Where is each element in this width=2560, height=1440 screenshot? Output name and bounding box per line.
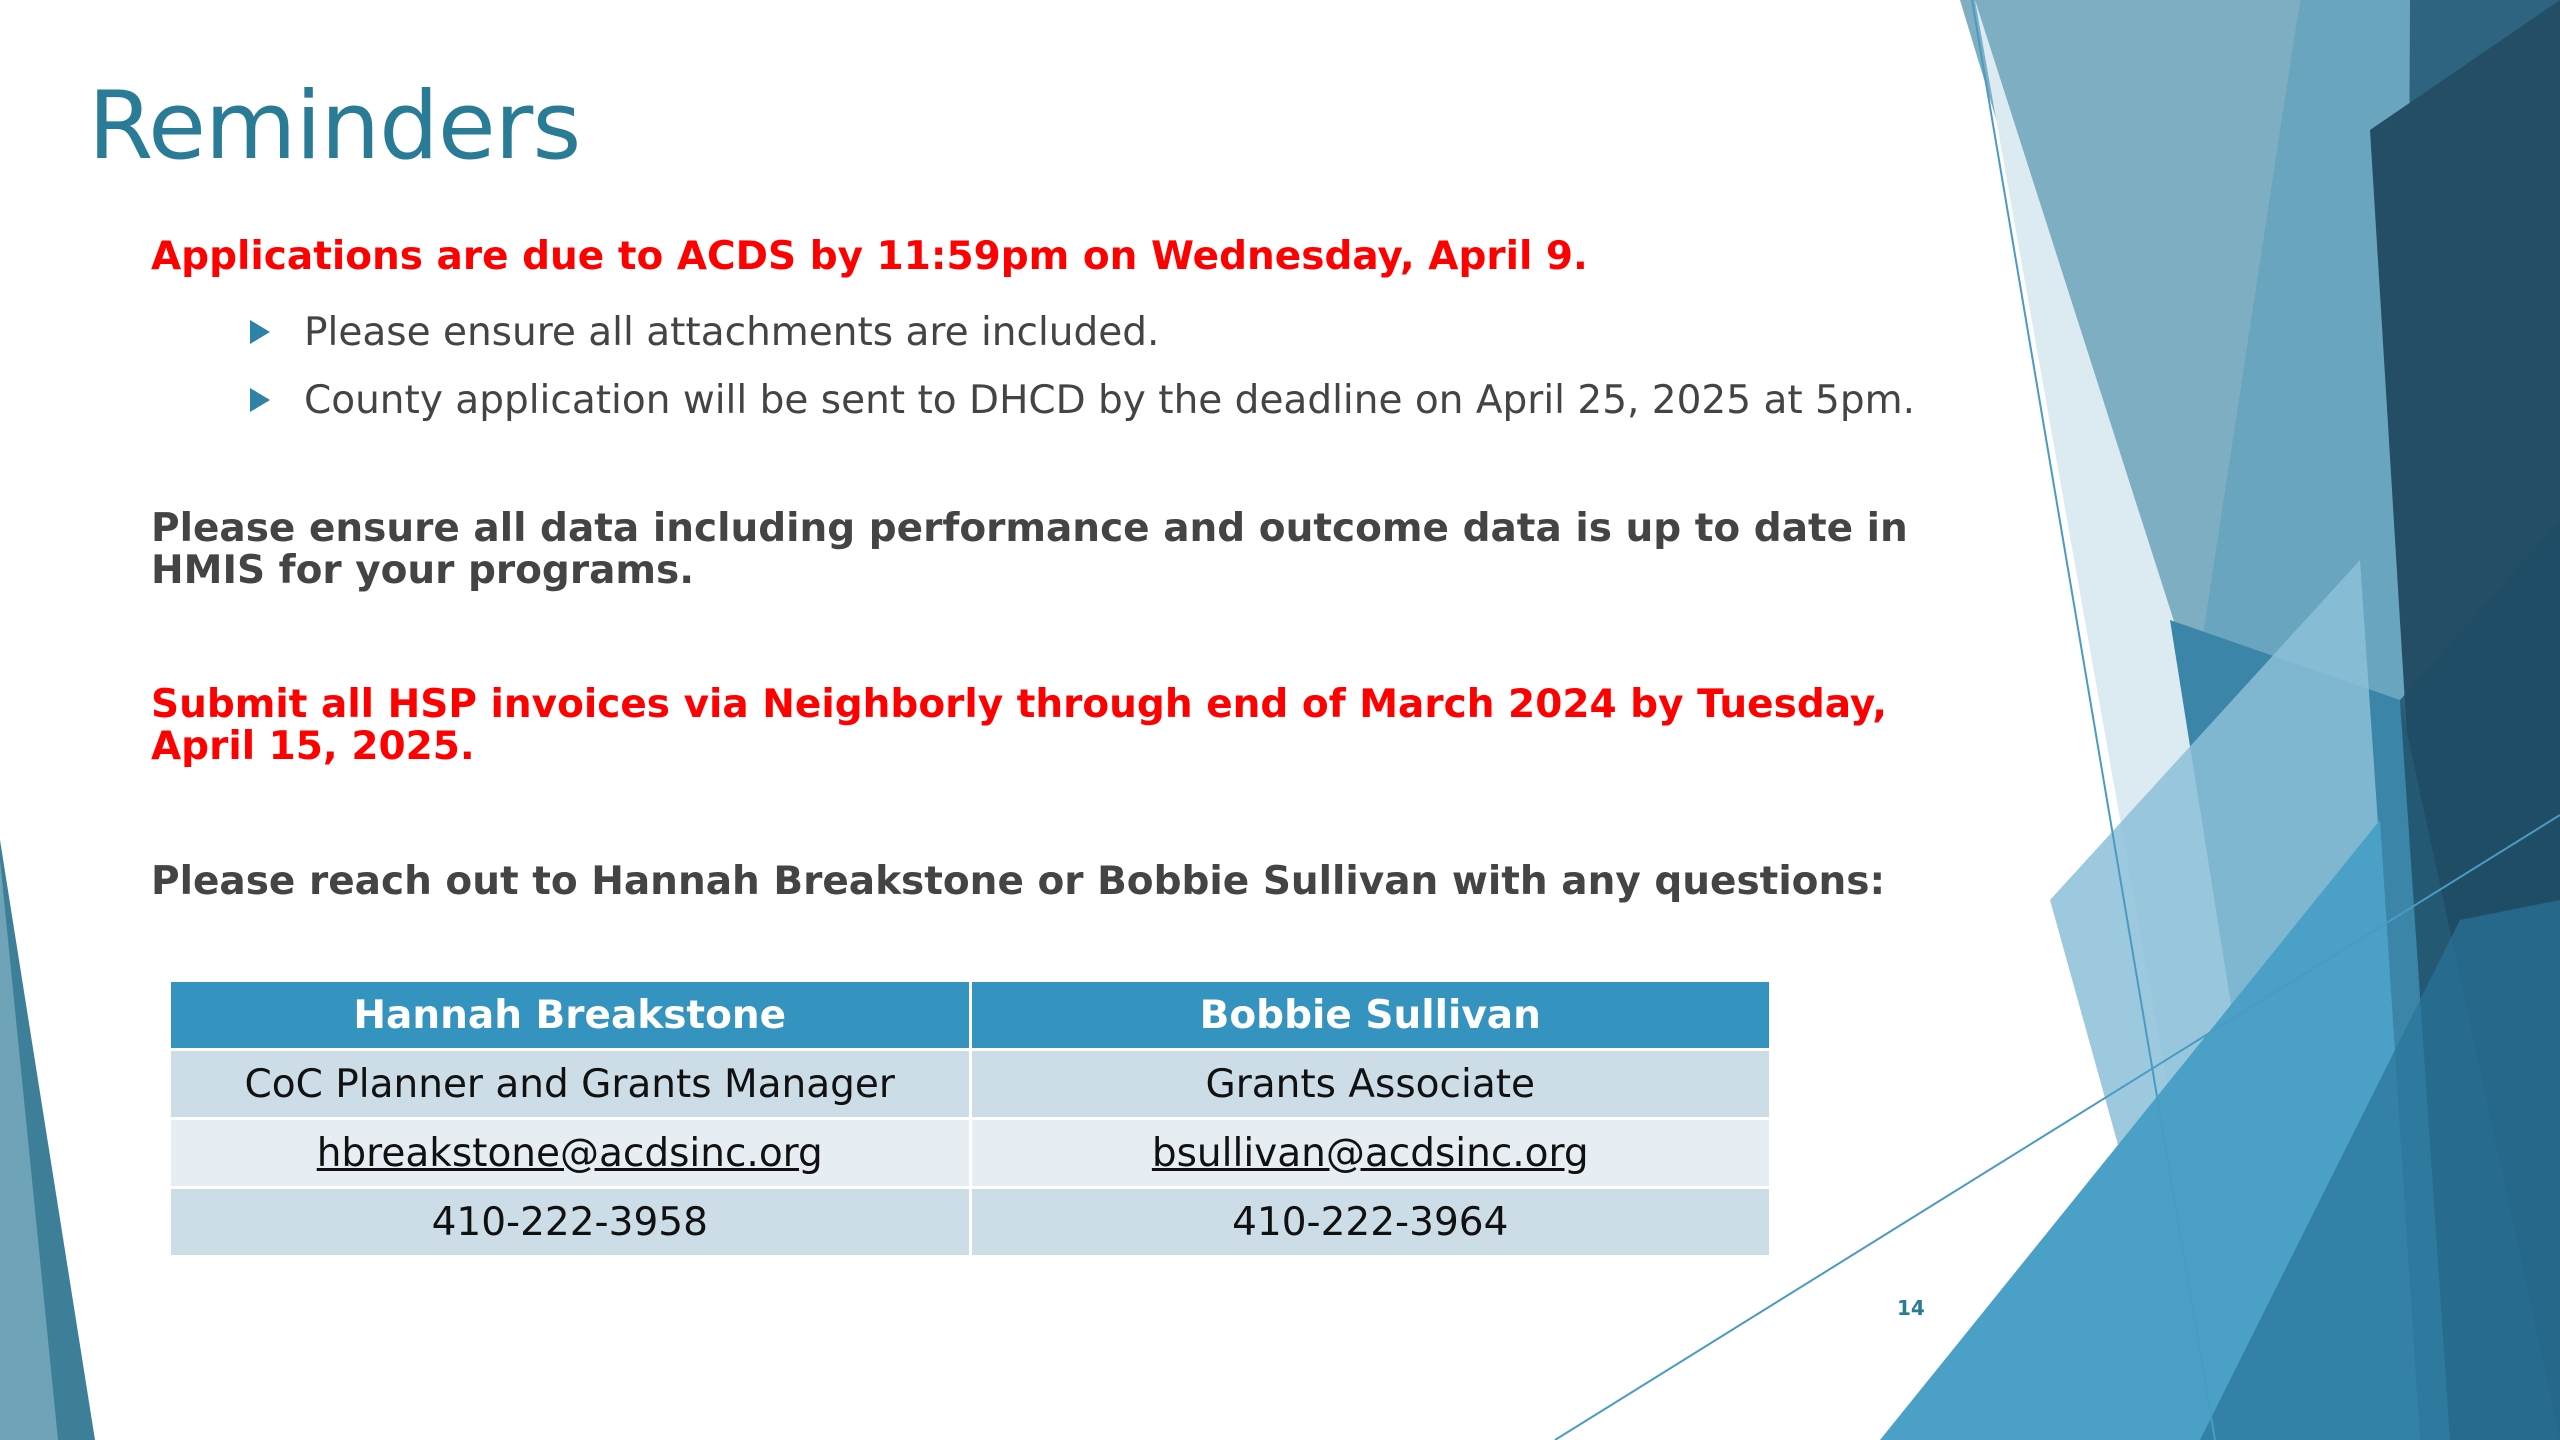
hmis-data-note: Please ensure all data including performance and outcome data is up to date in HMIS for your programs.	[151, 506, 1908, 593]
table-row	[170, 1188, 1771, 1257]
email-cell	[970, 1119, 1771, 1188]
email-link-hannah[interactable]: hbreakstone@acdsinc.org	[316, 1130, 823, 1176]
bullet-item	[246, 366, 1915, 434]
hsp-invoice-note: Submit all HSP invoices via Neighborly through end of March 2024 by Tuesday, April 15, 2025.	[151, 682, 1888, 769]
phone-hannah: 410-222-3958	[170, 1188, 971, 1257]
application-deadline-text: Applications are due to ACDS by 11:59pm on Wednesday, April 9.	[151, 234, 1588, 279]
title-hannah: CoC Planner and Grants Manager	[170, 1050, 971, 1119]
header-bobbie: Bobbie Sullivan	[970, 981, 1771, 1050]
email-cell	[170, 1119, 971, 1188]
header-hannah: Hannah Breakstone	[170, 981, 971, 1050]
email-link-bobbie[interactable]: bsullivan@acdsinc.org	[1151, 1130, 1589, 1176]
bullet-item	[246, 298, 1915, 366]
bullet-text: County application will be sent to DHCD by the deadline on April 25, 2025 at 5pm.	[304, 377, 1915, 423]
phone-bobbie: 410-222-3964	[970, 1188, 1771, 1257]
table-header-row	[170, 981, 1771, 1050]
title-bobbie: Grants Associate	[970, 1050, 1771, 1119]
slide-title: Reminders	[88, 72, 581, 181]
triangle-right-icon	[250, 388, 270, 412]
bullet-text: Please ensure all attachments are included.	[304, 309, 1160, 355]
page-number: 14	[1897, 1296, 1925, 1320]
contact-intro-text: Please reach out to Hannah Breakstone or Bobbie Sullivan with any questions:	[151, 859, 1886, 904]
contacts-table	[168, 979, 1772, 1258]
table-row	[170, 1119, 1771, 1188]
triangle-right-icon	[250, 320, 270, 344]
table-row	[170, 1050, 1771, 1119]
bullet-list	[246, 298, 1915, 434]
